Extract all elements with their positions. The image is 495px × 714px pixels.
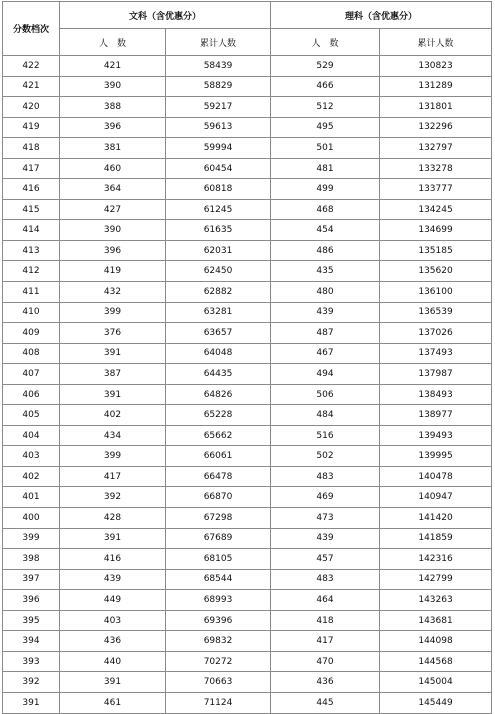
table-row <box>3 590 492 611</box>
score-cell: 399 <box>3 528 60 549</box>
liberal-arts-count-cell: 434 <box>60 425 166 446</box>
science-cumulative-cell: 144098 <box>380 631 492 652</box>
science-cumulative-cell: 143681 <box>380 610 492 631</box>
science-count-cell: 439 <box>271 528 380 549</box>
science-header: 理科（含优惠分） <box>271 2 492 29</box>
score-cell: 397 <box>3 569 60 590</box>
science-count-cell: 483 <box>271 466 380 487</box>
table-row <box>3 692 492 713</box>
science-count-cell: 529 <box>271 56 380 77</box>
science-count-cell: 439 <box>271 302 380 323</box>
score-cell: 391 <box>3 692 60 713</box>
science-cumulative-cell: 132296 <box>380 117 492 138</box>
science-cumulative-cell: 134245 <box>380 199 492 220</box>
score-cell: 405 <box>3 405 60 426</box>
science-cumulative-cell: 142799 <box>380 569 492 590</box>
score-cell: 414 <box>3 220 60 241</box>
score-cell: 402 <box>3 466 60 487</box>
liberal-arts-cumulative-cell: 70272 <box>166 651 271 672</box>
score-cell: 392 <box>3 672 60 693</box>
liberal-arts-count-cell: 403 <box>60 610 166 631</box>
science-count-cell: 464 <box>271 590 380 611</box>
liberal-arts-cumulative-cell: 68993 <box>166 590 271 611</box>
science-count-cell: 480 <box>271 282 380 303</box>
liberal-arts-count-cell: 461 <box>60 692 166 713</box>
science-count-cell: 466 <box>271 76 380 97</box>
liberal-arts-count-cell: 427 <box>60 199 166 220</box>
table-row <box>3 220 492 241</box>
science-cumulative-cell: 145449 <box>380 692 492 713</box>
liberal-arts-cumulative-cell: 58439 <box>166 56 271 77</box>
liberal-arts-count-cell: 376 <box>60 323 166 344</box>
table-row <box>3 97 492 118</box>
science-cumulative-cell: 142316 <box>380 549 492 570</box>
liberal-arts-count-cell: 392 <box>60 487 166 508</box>
science-count-cell: 483 <box>271 569 380 590</box>
score-cell: 409 <box>3 323 60 344</box>
score-cell: 421 <box>3 76 60 97</box>
liberal-arts-cumulative-cell: 67298 <box>166 508 271 529</box>
science-count-cell: 457 <box>271 549 380 570</box>
score-cell: 398 <box>3 549 60 570</box>
score-cell: 407 <box>3 364 60 385</box>
table-row <box>3 631 492 652</box>
liberal-arts-cumulative-cell: 62450 <box>166 261 271 282</box>
science-cumulative-cell: 140947 <box>380 487 492 508</box>
liberal-arts-count-cell: 421 <box>60 56 166 77</box>
science-count-cell: 486 <box>271 240 380 261</box>
liberal-arts-cumulative-cell: 61635 <box>166 220 271 241</box>
liberal-arts-count-cell: 399 <box>60 446 166 467</box>
score-cell: 418 <box>3 138 60 159</box>
table-row <box>3 384 492 405</box>
score-cell: 419 <box>3 117 60 138</box>
liberal-arts-count-cell: 419 <box>60 261 166 282</box>
science-cumulative-cell: 141420 <box>380 508 492 529</box>
table-row <box>3 610 492 631</box>
liberal-arts-count-cell: 390 <box>60 220 166 241</box>
liberal-arts-cumulative-cell: 71124 <box>166 692 271 713</box>
science-cumulative-cell: 141859 <box>380 528 492 549</box>
table-row <box>3 466 492 487</box>
liberal-arts-cumulative-cell: 66061 <box>166 446 271 467</box>
science-count-cell: 473 <box>271 508 380 529</box>
score-cell: 415 <box>3 199 60 220</box>
science-cumulative-cell: 131289 <box>380 76 492 97</box>
liberal-arts-cumulative-cell: 65662 <box>166 425 271 446</box>
science-count-cell: 468 <box>271 199 380 220</box>
liberal-arts-count-cell: 364 <box>60 179 166 200</box>
score-cell: 396 <box>3 590 60 611</box>
liberal-arts-cumulative-cell: 60818 <box>166 179 271 200</box>
science-cumulative-cell: 136100 <box>380 282 492 303</box>
science-cumulative-cell: 132797 <box>380 138 492 159</box>
liberal-arts-count-cell: 416 <box>60 549 166 570</box>
science-cumulative-cell: 138977 <box>380 405 492 426</box>
science-count-cell: 502 <box>271 446 380 467</box>
score-cell: 400 <box>3 508 60 529</box>
science-count-cell: 470 <box>271 651 380 672</box>
table-row <box>3 117 492 138</box>
science-cumulative-cell: 134699 <box>380 220 492 241</box>
science-cumulative-cell: 140478 <box>380 466 492 487</box>
score-cell: 403 <box>3 446 60 467</box>
science-cumulative-cell: 137493 <box>380 343 492 364</box>
science-cumulative-cell: 144568 <box>380 651 492 672</box>
liberal-arts-cumulative-cell: 59613 <box>166 117 271 138</box>
table-row <box>3 261 492 282</box>
science-count-cell: 501 <box>271 138 380 159</box>
science-cumulative-cell: 137987 <box>380 364 492 385</box>
score-column-header: 分数档次 <box>3 2 60 56</box>
science-count-cell: 436 <box>271 672 380 693</box>
liberal-arts-cumulative-cell: 66478 <box>166 466 271 487</box>
score-distribution-table <box>2 1 492 714</box>
science-count-cell: 454 <box>271 220 380 241</box>
score-cell: 410 <box>3 302 60 323</box>
liberal-arts-count-cell: 440 <box>60 651 166 672</box>
score-cell: 393 <box>3 651 60 672</box>
score-cell: 394 <box>3 631 60 652</box>
table-row <box>3 446 492 467</box>
science-cumulative-header: 累计人数 <box>380 29 492 56</box>
score-cell: 422 <box>3 56 60 77</box>
science-cumulative-cell: 139995 <box>380 446 492 467</box>
header-row-top <box>3 2 492 29</box>
science-count-cell: 516 <box>271 425 380 446</box>
table-row <box>3 76 492 97</box>
score-cell: 417 <box>3 158 60 179</box>
header-row-sub <box>3 29 492 56</box>
table-row <box>3 199 492 220</box>
score-cell: 412 <box>3 261 60 282</box>
science-cumulative-cell: 130823 <box>380 56 492 77</box>
liberal-arts-count-cell: 402 <box>60 405 166 426</box>
liberal-arts-cumulative-cell: 70663 <box>166 672 271 693</box>
score-cell: 408 <box>3 343 60 364</box>
liberal-arts-count-cell: 396 <box>60 117 166 138</box>
liberal-arts-cumulative-cell: 63281 <box>166 302 271 323</box>
table-row <box>3 487 492 508</box>
science-count-cell: 499 <box>271 179 380 200</box>
table-row <box>3 425 492 446</box>
liberal-arts-cumulative-cell: 59994 <box>166 138 271 159</box>
table-row <box>3 302 492 323</box>
science-cumulative-cell: 133278 <box>380 158 492 179</box>
table-row <box>3 240 492 261</box>
liberal-arts-cumulative-cell: 61245 <box>166 199 271 220</box>
score-cell: 413 <box>3 240 60 261</box>
liberal-arts-cumulative-cell: 60454 <box>166 158 271 179</box>
science-count-cell: 487 <box>271 323 380 344</box>
score-cell: 404 <box>3 425 60 446</box>
liberal-arts-count-cell: 396 <box>60 240 166 261</box>
liberal-arts-count-cell: 391 <box>60 384 166 405</box>
liberal-arts-count-header: 人 数 <box>60 29 166 56</box>
liberal-arts-cumulative-cell: 62882 <box>166 282 271 303</box>
science-count-cell: 484 <box>271 405 380 426</box>
table-row <box>3 364 492 385</box>
science-cumulative-cell: 133777 <box>380 179 492 200</box>
table-row <box>3 158 492 179</box>
score-cell: 420 <box>3 97 60 118</box>
science-cumulative-cell: 131801 <box>380 97 492 118</box>
liberal-arts-cumulative-cell: 59217 <box>166 97 271 118</box>
science-cumulative-cell: 145004 <box>380 672 492 693</box>
liberal-arts-count-cell: 460 <box>60 158 166 179</box>
science-cumulative-cell: 139493 <box>380 425 492 446</box>
liberal-arts-cumulative-cell: 65228 <box>166 405 271 426</box>
table-row <box>3 549 492 570</box>
table-row <box>3 323 492 344</box>
liberal-arts-count-cell: 417 <box>60 466 166 487</box>
liberal-arts-count-cell: 391 <box>60 528 166 549</box>
liberal-arts-cumulative-header: 累计人数 <box>166 29 271 56</box>
liberal-arts-cumulative-cell: 67689 <box>166 528 271 549</box>
score-cell: 401 <box>3 487 60 508</box>
science-count-cell: 495 <box>271 117 380 138</box>
score-cell: 406 <box>3 384 60 405</box>
science-count-cell: 506 <box>271 384 380 405</box>
liberal-arts-cumulative-cell: 64048 <box>166 343 271 364</box>
science-count-cell: 435 <box>271 261 380 282</box>
table-row <box>3 672 492 693</box>
science-count-cell: 481 <box>271 158 380 179</box>
liberal-arts-count-cell: 391 <box>60 672 166 693</box>
science-cumulative-cell: 143263 <box>380 590 492 611</box>
table-row <box>3 569 492 590</box>
liberal-arts-count-cell: 388 <box>60 97 166 118</box>
table-row <box>3 405 492 426</box>
liberal-arts-count-cell: 449 <box>60 590 166 611</box>
liberal-arts-cumulative-cell: 58829 <box>166 76 271 97</box>
science-count-cell: 418 <box>271 610 380 631</box>
liberal-arts-cumulative-cell: 63657 <box>166 323 271 344</box>
table-body <box>3 56 492 714</box>
liberal-arts-cumulative-cell: 69832 <box>166 631 271 652</box>
liberal-arts-count-cell: 399 <box>60 302 166 323</box>
score-cell: 416 <box>3 179 60 200</box>
science-count-cell: 467 <box>271 343 380 364</box>
table-row <box>3 56 492 77</box>
liberal-arts-header: 文科（含优惠分） <box>60 2 271 29</box>
science-count-cell: 512 <box>271 97 380 118</box>
table-row <box>3 138 492 159</box>
liberal-arts-count-cell: 439 <box>60 569 166 590</box>
science-cumulative-cell: 135185 <box>380 240 492 261</box>
table-row <box>3 508 492 529</box>
table-row <box>3 528 492 549</box>
liberal-arts-cumulative-cell: 66870 <box>166 487 271 508</box>
liberal-arts-cumulative-cell: 68105 <box>166 549 271 570</box>
liberal-arts-count-cell: 432 <box>60 282 166 303</box>
liberal-arts-count-cell: 391 <box>60 343 166 364</box>
science-count-header: 人 数 <box>271 29 380 56</box>
liberal-arts-cumulative-cell: 69396 <box>166 610 271 631</box>
table-row <box>3 179 492 200</box>
liberal-arts-count-cell: 390 <box>60 76 166 97</box>
liberal-arts-cumulative-cell: 64435 <box>166 364 271 385</box>
liberal-arts-cumulative-cell: 68544 <box>166 569 271 590</box>
science-count-cell: 417 <box>271 631 380 652</box>
liberal-arts-count-cell: 428 <box>60 508 166 529</box>
liberal-arts-cumulative-cell: 62031 <box>166 240 271 261</box>
liberal-arts-cumulative-cell: 64826 <box>166 384 271 405</box>
science-count-cell: 445 <box>271 692 380 713</box>
table-row <box>3 651 492 672</box>
table-row <box>3 282 492 303</box>
liberal-arts-count-cell: 436 <box>60 631 166 652</box>
science-count-cell: 494 <box>271 364 380 385</box>
liberal-arts-count-cell: 387 <box>60 364 166 385</box>
science-count-cell: 469 <box>271 487 380 508</box>
science-cumulative-cell: 135620 <box>380 261 492 282</box>
table-row <box>3 343 492 364</box>
score-cell: 395 <box>3 610 60 631</box>
score-cell: 411 <box>3 282 60 303</box>
liberal-arts-count-cell: 381 <box>60 138 166 159</box>
science-cumulative-cell: 137026 <box>380 323 492 344</box>
science-cumulative-cell: 138493 <box>380 384 492 405</box>
science-cumulative-cell: 136539 <box>380 302 492 323</box>
